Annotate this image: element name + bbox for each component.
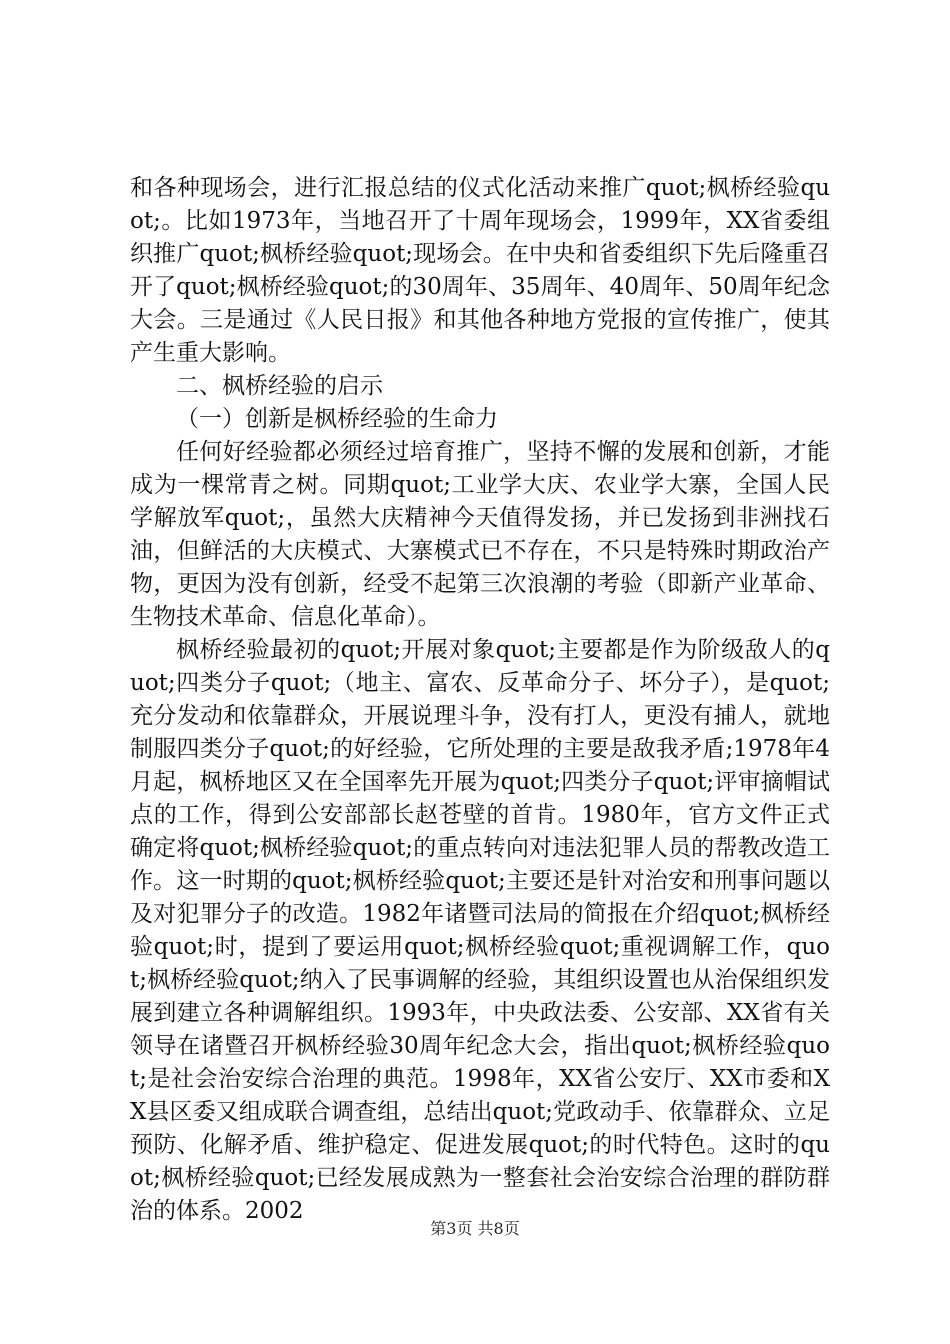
document-body xyxy=(130,172,830,1228)
paragraph-continuation: 和各种现场会，进行汇报总结的仪式化活动来推广quot;枫桥经验quot;。比如1973年，当地召开了十周年现场会，1999年，XX省委组织推广quot;枫桥经验quot;现场会。在中央和省委组织下先后隆重召开了quot;枫桥经验quot;的30周年、35周年、40周年、50周年纪念大会。三是通过《人民日报》和其他各种地方党报的宣传推广，使其产生重大影响。 xyxy=(130,175,830,366)
section-heading: 二、枫桥经验的启示 xyxy=(176,373,383,399)
page-number: 第3页 共8页 xyxy=(430,1219,520,1238)
paragraph-innovation: 任何好经验都必须经过培育推广，坚持不懈的发展和创新，才能成为一棵常青之树。同期quot;工业学大庆、农业学大寨，全国人民学解放军quot;，虽然大庆精神今天值得发扬，并已发扬到非洲找石油，但鲜活的大庆模式、大寨模式已不存在，不只是特殊时期政治产物，更因为没有创新，经受不起第三次浪潮的考验（即新产业革命、生物技术革命、信息化革命）。 xyxy=(130,439,830,630)
paragraph-history: 枫桥经验最初的quot;开展对象quot;主要都是作为阶级敌人的quot;四类分子quot;（地主、富农、反革命分子、坏分子），是quot;充分发动和依靠群众，开展说理斗争，没有打人，更没有捕人，就地制服四类分子quot;的好经验，它所处理的主要是敌我矛盾;1978年4月起，枫桥地区又在全国率先开展为quot;四类分子quot;评审摘帽试点的工作，得到公安部部长赵苍壁的首肯。1980年，官方文件正式确定将quot;枫桥经验quot;的重点转向对违法犯罪人员的帮教改造工作。这一时期的quot;枫桥经验quot;主要还是针对治安和刑事问题以及对犯罪分子的改造。1982年诸暨司法局的简报在介绍quot;枫桥经验quot;时，提到了要运用quot;枫桥经验quot;重视调解工作，quot;枫桥经验quot;纳入了民事调解的经验，其组织设置也从治保组织发展到建立各种调解组织。1993年，中央政法委、公安部、XX省有关领导在诸暨召开枫桥经验30周年纪念大会，指出quot;枫桥经验quot;是社会治安综合治理的典范。1998年，XX省公安厅、XX市委和XX县区委又组成联合调查组，总结出quot;党政动手、依靠群众、立足预防、化解矛盾、维护稳定、促进发展quot;的时代特色。这时的quot;枫桥经验quot;已经发展成熟为一整套社会治安综合治理的群防群治的体系。2002 xyxy=(130,637,830,1224)
subsection-heading: （一）创新是枫桥经验的生命力 xyxy=(176,406,498,432)
